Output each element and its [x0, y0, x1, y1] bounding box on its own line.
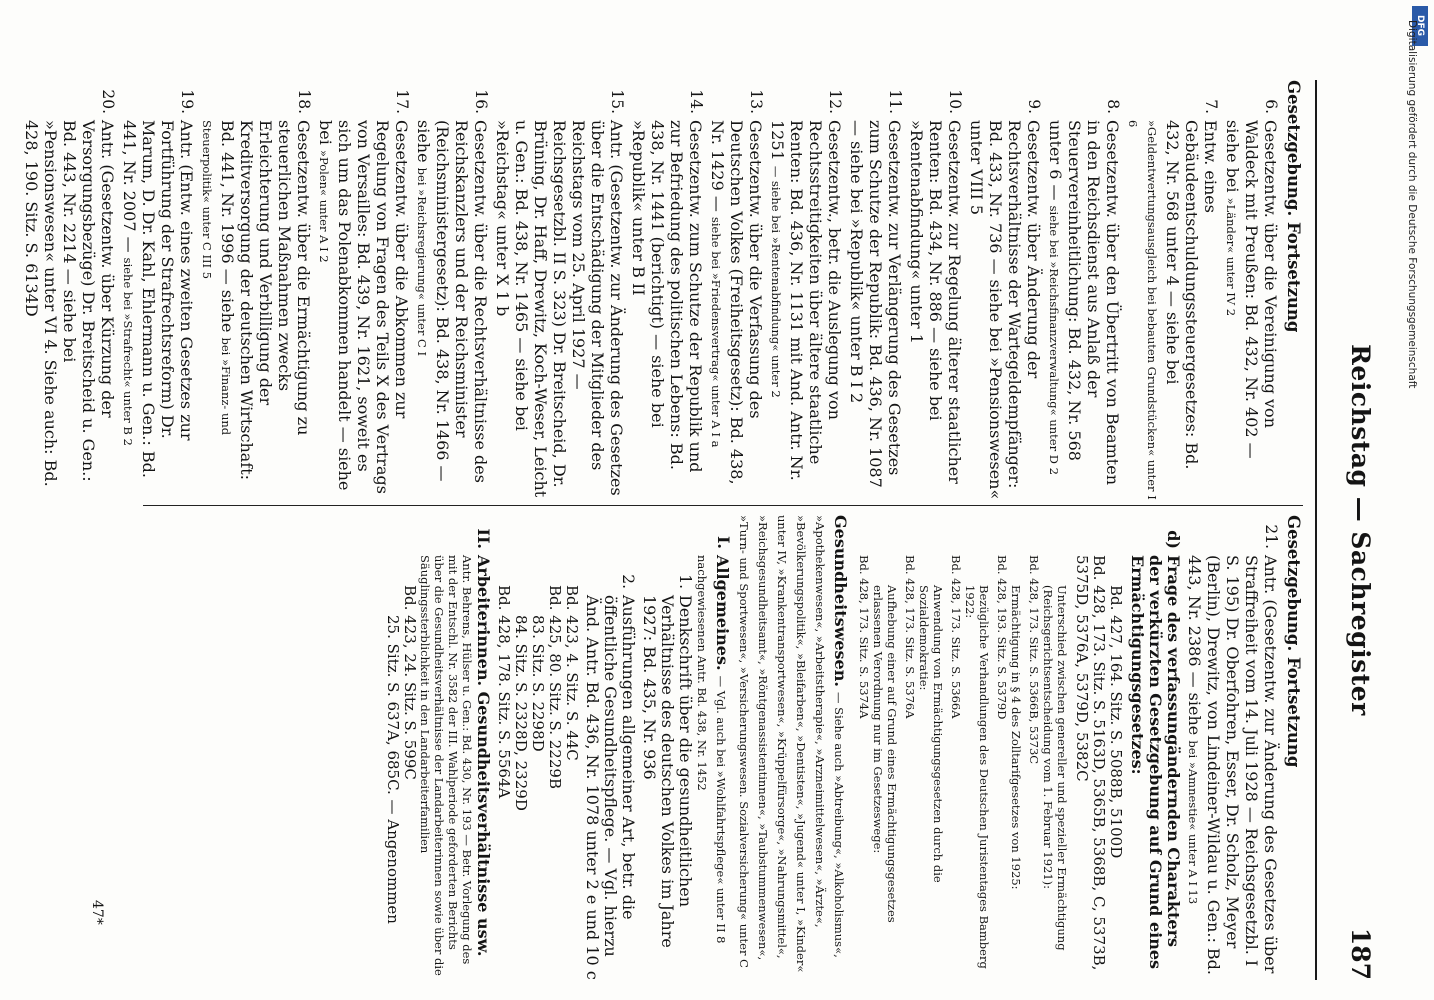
entry-text: Antr. (Gesetzentw. zur Änderung des Gesetzes über die Entschädigung der Mitglieder des Reichstags vom 25. April 1927 — Reichsgesetzbl. II S. 323) Dr. Breitscheid, Dr. Brüning, Dr. Haff, Drewitz, Koch-Weser, Leicht u. Gen.: Bd. 438, Nr. 1465 — siehe bei »Reichstag« unter X 1 b — [493, 120, 626, 498]
section-II-ref: 25. Sitz. S. 637A, 685C. — Angenommen — [384, 615, 402, 924]
entry-number: 11. — [886, 89, 904, 114]
section-II-label: II. — [474, 528, 493, 549]
entry-number: 10. — [946, 89, 964, 114]
item-number: 2. — [619, 574, 637, 589]
entry-text: Gesetzentw. zur Verlängerung des Gesetzes zum Schutze der Republik: Bd. 436, Nr. 1087 — siehe bei »Republik« unter B I 2 — [847, 120, 904, 488]
note-ref: Bd. 428, 173. Sitz. S. 5366A — [949, 555, 963, 719]
header-rule — [1315, 80, 1317, 980]
entry-body — [967, 120, 1043, 500]
entry-text: Gesetzentw. zur Regelung älterer staatlicher Renten: Bd. 434, Nr. 886 — siehe bei »Rentenabfindung« unter 1 — [907, 120, 964, 484]
section-I-item — [583, 555, 637, 980]
entry-text: Gesetzentw., betr. die Auslegung von Rechtsstreitigkeiten über ältere staatliche Renten: Bd. 436, Nr. 1131 mit And. Antr. Nr. 1251 — [768, 120, 844, 481]
section-d-label: d) — [1164, 530, 1183, 549]
section-I-ref: Bd. 428, 178. Sitz. S. 5564A — [495, 585, 513, 799]
entry-number: 8. — [1104, 99, 1122, 114]
entry-crossref: bei »Finanz- und Steuerpolitik« unter C III 5 — [200, 120, 233, 436]
digitization-credit-text: Digitalisierung gefördert durch die Deutsche Forschungsgemeinschaft — [1406, 20, 1418, 389]
section-II — [384, 515, 492, 980]
list-item — [199, 80, 313, 500]
list-item — [1223, 80, 1280, 500]
entry-crossref: siehe bei »Strafrecht« unter B 2 — [121, 257, 135, 446]
entry-crossref: bei »Reichsregierung« unter C I — [415, 167, 429, 357]
list-item — [768, 80, 844, 500]
list-item — [708, 80, 765, 500]
entry-text: Gesetzentw. über den Übertritt von Beamten in den Reichsdienst aus Anlaß der Steuervereinheitlichung: Bd. 432, Nr. 568 unter 6 — — [1046, 120, 1122, 485]
list-item — [22, 80, 117, 500]
gesundheitswesen-entry — [736, 515, 850, 980]
entry-body — [414, 120, 490, 500]
section-II-title: Arbeiterinnen. Gesundheitsverhältnisse usw. — [474, 555, 493, 957]
section-I-body — [495, 555, 732, 980]
note-ref: Bd. 428, 173. Sitz. S. 5374A — [857, 555, 871, 719]
page-number: 187 — [1346, 927, 1375, 980]
entry-body — [1125, 120, 1220, 500]
entry-number: 6. — [1262, 99, 1280, 114]
entry-body — [120, 120, 196, 500]
right-column — [133, 515, 1303, 980]
list-item — [907, 80, 964, 500]
left-entry-list — [22, 80, 1280, 500]
note-text: Unterschied zwischen genereller und spezieller Ermächtigung (Reichsgerichtsentscheidung vom 1. Februar 1921): — [1041, 585, 1069, 951]
entry-number: 13. — [747, 89, 765, 114]
section-I-ref: Bd. 425, 80. Sitz. S. 2229B — [546, 585, 564, 789]
note-text: Ermächtigung in § 4 des Zolltarifgesetzes von 1925: — [1009, 585, 1023, 890]
list-item — [1046, 80, 1122, 500]
entry-text: Gesetzentw. über die Abkommen zur Regelung von Fragen des Teils X des Vertrags von Versailles: Bd. 439, Nr. 1621, soweit es sich um das Polenabkommen handelt — siehe bei — [316, 120, 411, 494]
entry-crossref: — siehe bei »Rentenabfindung« unter 2 — [769, 165, 783, 398]
entry-body — [1046, 120, 1122, 500]
entry-number: 19. — [178, 89, 196, 114]
entry-number: 21. — [1262, 524, 1280, 549]
entry-text: Antr. (Entw. eines zweiten Gesetzes zur Fortführung der Strafrechtsreform) Dr. Marum, D. Dr. Kahl, Ehlermann u. Gen.: Bd. 441, Nr. 2007 — — [120, 120, 196, 478]
running-title: Reichstag — Sachregister — [1346, 344, 1375, 716]
list-item — [414, 80, 490, 500]
note-ref: Bd. 428, 193. Sitz. S. 5379D — [995, 555, 1009, 720]
right-column-heading: Gesetzgebung. Fortsetzung — [1284, 515, 1303, 768]
entry-crossref: siehe bei »Reichsfinanzverwaltung« unter D 2 — [1047, 205, 1061, 475]
entry-crossref: »Länder« unter IV 2 — [1224, 197, 1238, 317]
note-text: Anwendung von Ermächtigungsgesetzen durch die Sozialdemokratie: — [917, 585, 945, 883]
entry-body — [316, 120, 411, 500]
entry-number: 18. — [295, 89, 313, 114]
section-d-notes — [857, 555, 1069, 980]
item-text: Denkschrift über die gesundheitlichen Verhältnisse des deutschen Volkes im Jahre 1927: Bd. 435, Nr. 936 — [640, 595, 695, 948]
section-I-title: Allgemeines. — [713, 555, 732, 671]
list-item — [967, 80, 1043, 500]
section-d-ref: Bd. 428, 173. Sitz. S. 5163D, 5365B, 5368B, C, 5373B, 5375D, 5376A, 5379D, 5382C — [1073, 555, 1108, 971]
entry-number: 17. — [393, 89, 411, 114]
section-I-ref: 83. Sitz. S. 2298D — [529, 615, 547, 752]
note-text: Aufhebung einer auf Grund eines Ermächtigungsgesetzes erlassenen Verordnung nur im Gesetzeswege: — [871, 585, 899, 923]
entry-body — [199, 120, 313, 500]
entry-body — [1223, 120, 1280, 500]
entry-number: 14. — [687, 89, 705, 114]
entry-body — [907, 120, 964, 500]
entry-text: Gesetzentw. über die Rechtsverhältnisse des Reichskanzlers und der Reichsminister (Reichsministergesetz): Bd. 438, Nr. 1466 — siehe — [414, 120, 490, 483]
entry-text: Gesetzentw. über die Verfassung des Deutschen Volkes (Freiheitsgesetz): Bd. 438, Nr. 1429 — — [708, 120, 765, 485]
section-d — [853, 515, 1182, 980]
entry-number: 15. — [608, 89, 626, 114]
column-divider — [143, 505, 1303, 506]
section-II-body — [384, 555, 492, 980]
section-I-intro: — Vgl. auch bei »Wohlfahrtspflege« unter II 8 nachgewiesenen Antr. Bd. 438, Nr. 1452 — [695, 555, 728, 944]
entry-body — [847, 120, 904, 500]
section-d-title: Frage des verfassungändernden Charakters der verkürzten Gesetzgebung auf Grund eines Ermächtigungsgesetzes: — [1128, 555, 1183, 970]
section-II-ref: Bd. 423, 24. Sitz. S. 599C — [401, 585, 419, 780]
entry-body — [768, 120, 844, 500]
page-header — [1309, 80, 1405, 980]
left-column-heading: Gesetzgebung. Fortsetzung — [1284, 80, 1303, 333]
entry-21 — [1185, 515, 1280, 980]
dfg-logo: DFG — [1412, 6, 1428, 46]
entry-body — [493, 120, 626, 500]
section-d-body — [853, 555, 1182, 980]
section-I-ref: 84. Sitz. S. 2328D, 2329D — [512, 615, 530, 811]
entry-body — [708, 120, 765, 500]
section-I-item — [640, 555, 694, 980]
gesundheitswesen-title: Gesundheitswesen. — [831, 515, 850, 687]
entry-number: 9. — [1025, 99, 1043, 114]
entry-number: 7. — [1202, 99, 1220, 114]
entry-text: Antr. (Gesetzentw. zur Änderung des Gesetzes über Straffreiheit vom 14. Juli 1928 — Reichsgesetzbl. I S. 195) Dr. Oberfohren, Esser, Dr. Scholz, Meyer (Berlin), Drewitz, von Lindeiner-Wildau u. Gen.: Bd. 443, Nr. 2386 — siehe — [1185, 555, 1280, 975]
list-item — [629, 80, 705, 500]
item-text: Ausführungen allgemeiner Art, betr. die öffentliche Gesundheitspflege. — Vgl. hierzu Änd. Antr. Bd. 436, Nr. 1078 unter 2 e und 10 c — [583, 595, 638, 980]
section-I — [495, 515, 732, 980]
entry-body — [1185, 555, 1280, 980]
item-number: 1. — [676, 574, 694, 589]
list-item — [493, 80, 626, 500]
entry-number: 16. — [472, 89, 490, 114]
list-item — [316, 80, 411, 500]
entry-text: Entw. eines Gebäudeentschuldungssteuergesetzes: Bd. 432, Nr. 568 unter 4 — siehe bei — [1163, 120, 1220, 470]
list-item — [847, 80, 904, 500]
entry-text: Gesetzentw. zum Schutze der Republik und zur Befriedung des politischen Lebens: Bd. 438, Nr. 1441 (berichtigt) — siehe bei »Republik« unter B II — [629, 120, 705, 473]
entry-crossref: bei »Amnestie« unter A I 13 — [1186, 740, 1200, 905]
section-I-label: I. — [714, 535, 733, 549]
left-column — [22, 80, 1303, 500]
list-item — [120, 80, 196, 500]
entry-crossref: »Geldentwertungsausgleich bei bebauten Grundstücken« unter I 6 — [1126, 120, 1159, 500]
note-ref: Bd. 428, 173. Sitz. S. 5366B, 5373C — [1027, 555, 1041, 765]
entry-body — [22, 120, 117, 500]
note-text: Bezügliche Verhandlungen des Deutschen Juristentages Bamberg 1922: — [963, 585, 991, 969]
note-ref: Bd. 428, 173. Sitz. S. 5376A — [903, 555, 917, 719]
entry-text: Gesetzentw. über Änderung der Rechtsverhältnisse der Wartegeldempfänger: Bd. 433, Nr. 736 — siehe bei »Pensionswesen« unter VIII 5 — [967, 120, 1043, 500]
section-I-ref: Bd. 423, 4. Sitz. S. 44C — [563, 585, 581, 761]
section-II-text: Antr. Behrens, Hülser u. Gen.: Bd. 430, Nr. 193 — Betr. Vorlegung des mit der Entschl. Nr. 3582 der III. Wahlperiode geforderten Berichts über die Gesundheitsverhältnisse der Landarbeiterinnen sowie über die Säuglingssterblichkeit in den Landarbeiterfamilien — [418, 555, 474, 976]
section-d-ref: Bd. 427, 164. Sitz. S. 5088B, 5100D — [1107, 585, 1125, 859]
entry-crossref: siehe bei »Friedensvertrag« unter A I a — [709, 216, 723, 448]
entry-text: Gesetzentw. über die Vereinigung von Waldeck mit Preußen: Bd. 432, Nr. 402 — siehe bei — [1223, 120, 1280, 459]
list-item — [1125, 80, 1220, 500]
entry-crossref: »Polen« unter A I 2 — [317, 149, 331, 263]
entry-number: 20. — [99, 89, 117, 114]
signature-mark: 47* — [89, 900, 105, 925]
entry-text: Antr. (Gesetzentw. über Kürzung der Versorgungsbezüge) Dr. Breitscheid u. Gen.: Bd. 443, Nr. 2214 — siehe bei »Pensionswesen« unter VI 4. Siehe auch: Bd. 428, 190. Sitz. S. 6134D — [22, 120, 117, 487]
gesundheitswesen-see-also: — Siehe auch »Abtreibung«, »Alkoholismus«, »Apothekenwesen«, »Arbeitstherapie«, »Arzneimittelwesen«, »Ärzte«, »Bevölkerungspolitik«, »Bleifarben«, »Dentisten«, »Jugend« unter I, »Kinder« unter IV, »Krankentransportwesen«, »Krüppelfürsorge«, »Nahrungsmittel«, »Reichsgesundheitsamt«, »Röntgenassistentinnen«, »Taubstummenwesen«, »Turn- und Sportwesen«, »Versicherungswesen. Sozialversicherung« unter C — [737, 515, 846, 973]
entry-body — [629, 120, 705, 500]
entry-number: 12. — [826, 89, 844, 114]
entry-text: Gesetzentw. über die Ermächtigung zu steuerlichen Maßnahmen zwecks Erleichterung und Verbilligung der Kreditversorgung der deutschen Wirtschaft: Bd. 441, Nr. 1996 — siehe — [218, 120, 313, 481]
